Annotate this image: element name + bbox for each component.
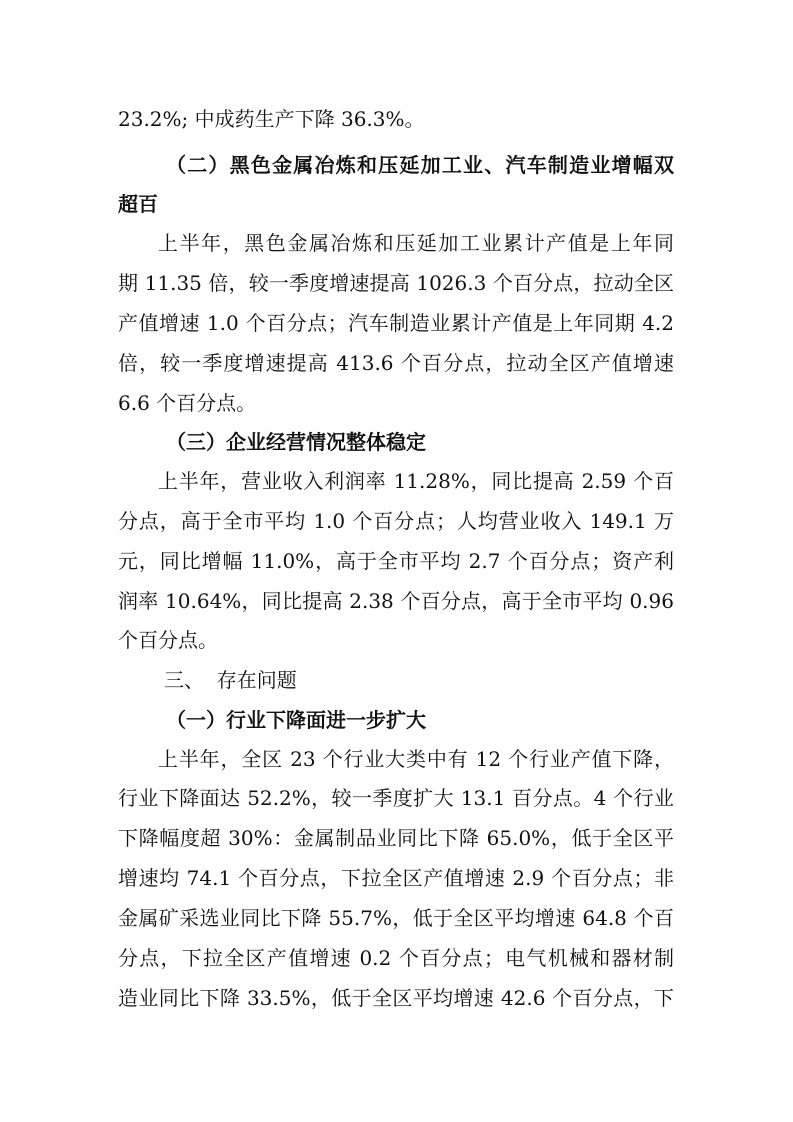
paragraph-line: 个百分点。 — [118, 628, 218, 652]
section-heading: （三）企业经营情况整体稳定 — [166, 430, 426, 454]
text-line: 23.2%; 中成药生产下降 36.3%。 — [118, 107, 425, 131]
paragraph-line: 金属矿采选业同比下降 55.7%，低于全区平均增速 64.8 个百 — [118, 906, 674, 930]
paragraph-line: 上半年，全区 23 个行业大类中有 12 个行业产值下降， — [158, 747, 674, 771]
paragraph-line: 6.6 个百分点。 — [118, 391, 257, 415]
paragraph-line: 上半年，营业收入利润率 11.28%，同比提高 2.59 个百 — [158, 469, 674, 493]
paragraph-line: 元，同比增幅 11.0%，高于全市平均 2.7 个百分点；资产利 — [118, 549, 674, 573]
paragraph-line: 倍，较一季度增速提高 413.6 个百分点，拉动全区产值增速 — [118, 351, 674, 375]
paragraph-line: 润率 10.64%，同比提高 2.38 个百分点，高于全市平均 0.96 — [118, 589, 674, 613]
paragraph-line: 期 11.35 倍，较一季度增速提高 1026.3 个百分点，拉动全区 — [118, 271, 674, 295]
section-heading: （二）黑色金属冶炼和压延加工业、汽车制造业增幅双 — [166, 153, 674, 177]
paragraph-line: 分点，下拉全区产值增速 0.2 个百分点；电气机械和器材制 — [118, 946, 674, 970]
section-heading-continued: 超百 — [118, 192, 158, 216]
section-heading: （一）行业下降面进一步扩大 — [166, 708, 426, 732]
paragraph-line: 上半年，黑色金属冶炼和压延加工业累计产值是上年同 — [158, 231, 674, 255]
paragraph-line: 下降幅度超 30%：金属制品业同比下降 65.0%，低于全区平 — [118, 826, 674, 850]
paragraph-line: 造业同比下降 33.5%，低于全区平均增速 42.6 个百分点，下 — [118, 986, 674, 1010]
paragraph-line: 增速均 74.1 个百分点，下拉全区产值增速 2.9 个百分点；非 — [118, 866, 674, 890]
paragraph-line: 分点，高于全市平均 1.0 个百分点；人均营业收入 149.1 万 — [118, 509, 674, 533]
paragraph-line: 产值增速 1.0 个百分点；汽车制造业累计产值是上年同期 4.2 — [118, 311, 674, 335]
paragraph-line: 行业下降面达 52.2%，较一季度扩大 13.1 百分点。4 个行业 — [118, 786, 674, 810]
chapter-heading: 三、 存在问题 — [164, 668, 297, 692]
